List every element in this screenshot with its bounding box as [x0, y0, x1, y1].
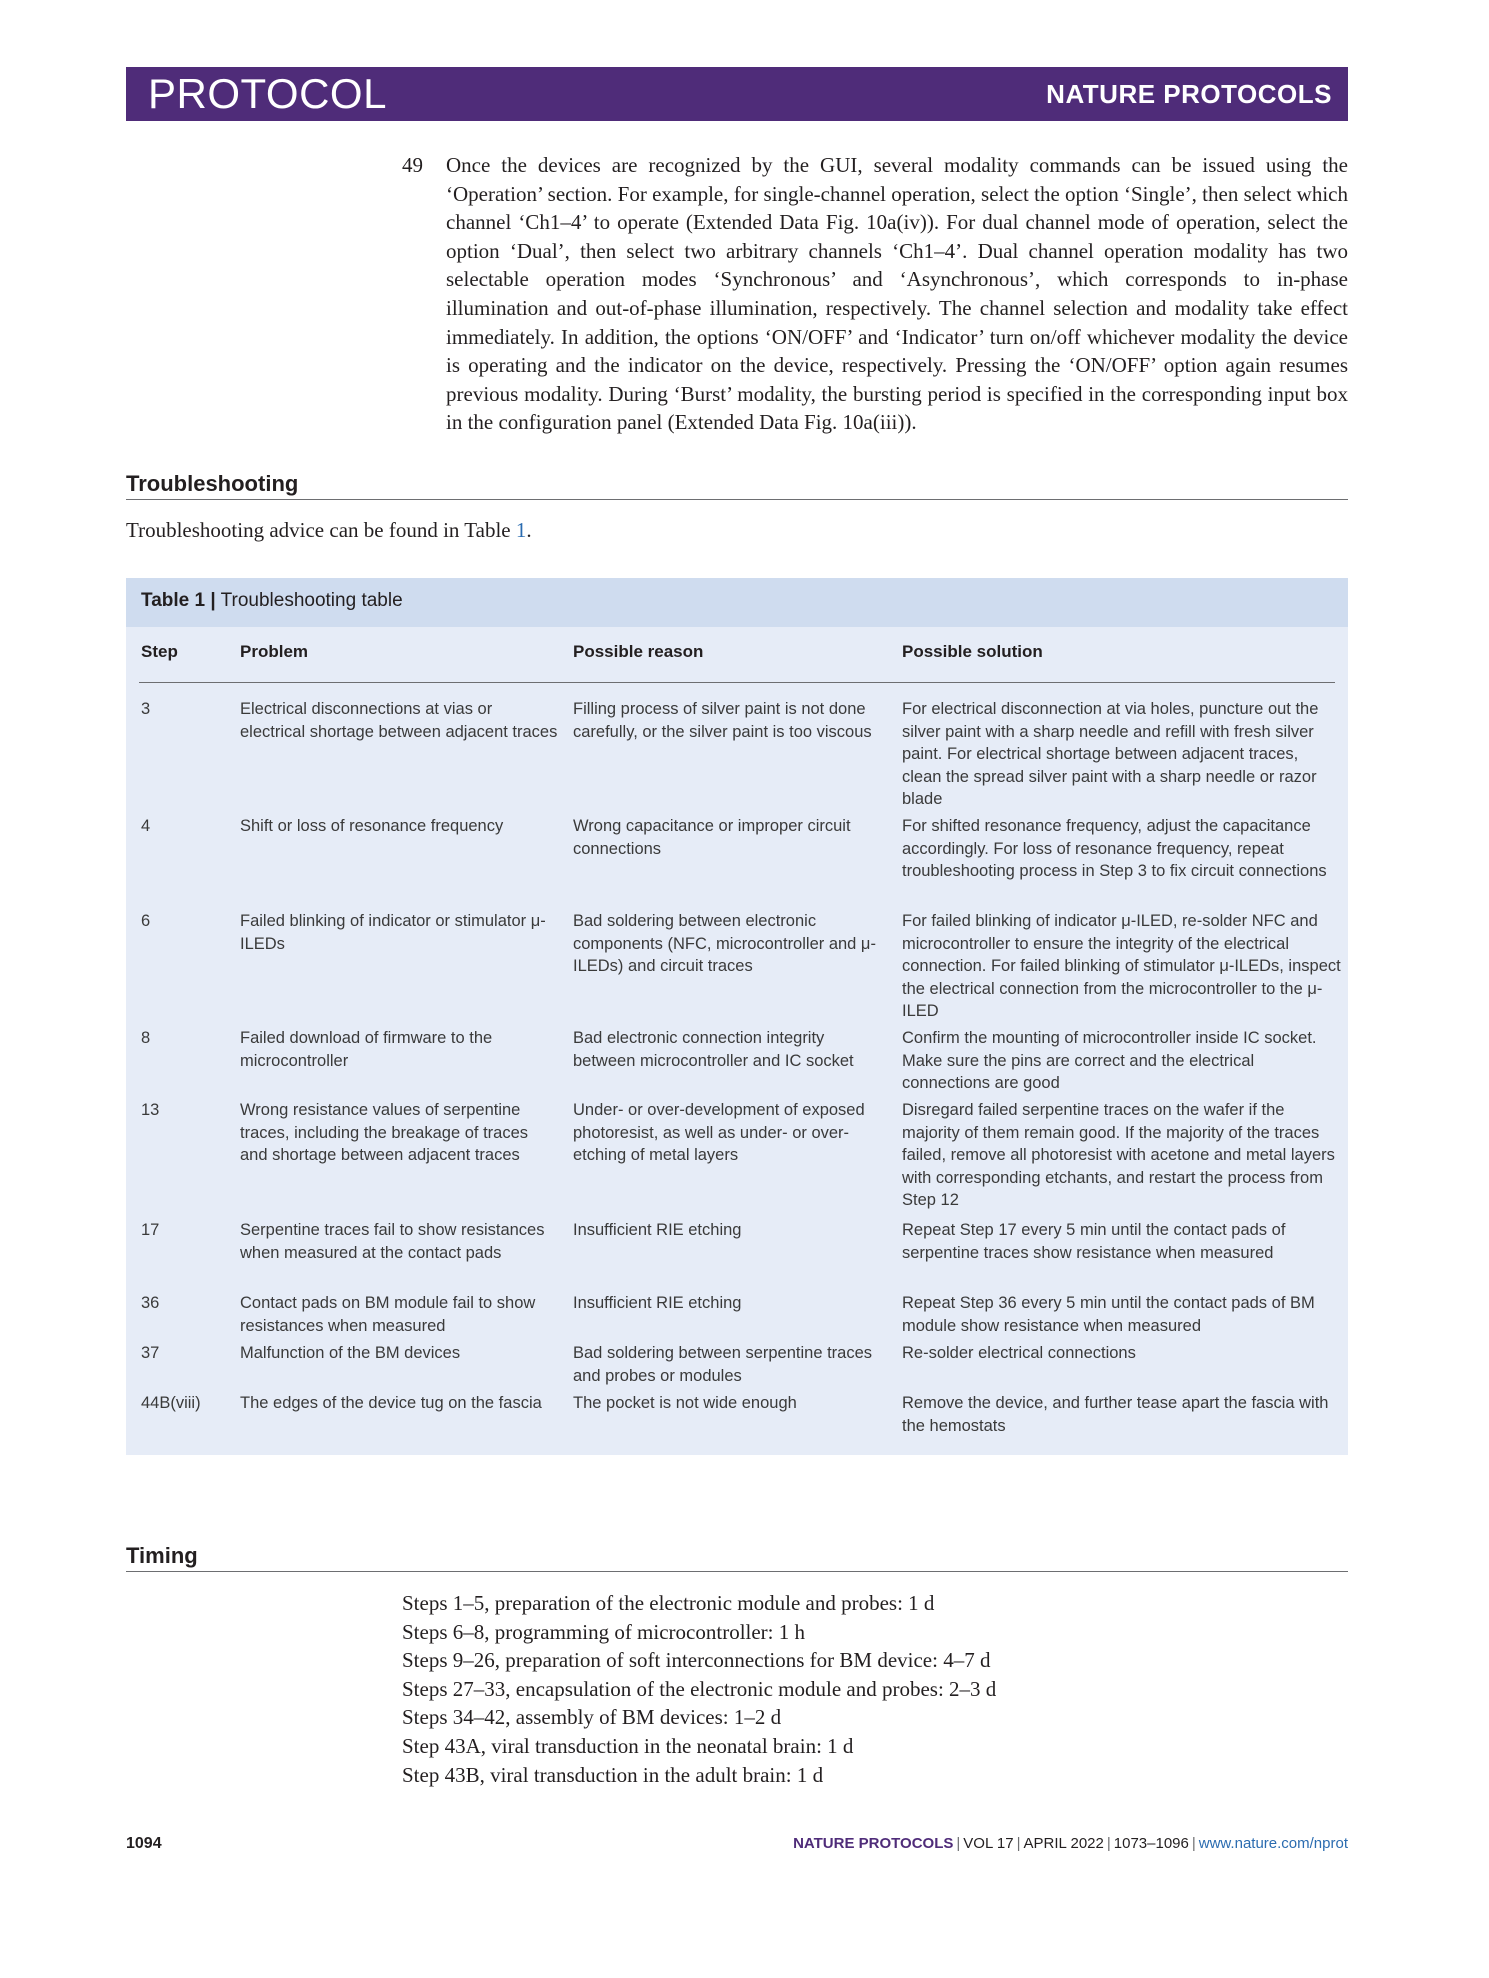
cell-step: 17 — [141, 1221, 160, 1239]
cell-reason: Filling process of silver paint is not done carefully, or the silver paint is too viscous — [573, 700, 872, 741]
column-header-reason: Possible reason — [573, 642, 704, 661]
cell-problem: Failed blinking of indicator or stimulator μ-ILEDs — [240, 912, 546, 953]
cell-problem: Wrong resistance values of serpentine traces, including the breakage of traces and shortage between adjacent traces — [240, 1101, 529, 1164]
cell-problem: Electrical disconnections at vias or electrical shortage between adjacent traces — [240, 700, 558, 741]
step-text: Once the devices are recognized by the GUI, several modality commands can be issued using the ‘Operation’ section. For example, for single-channel operation, select the option ‘Single’, then select which channel ‘Ch1–4’ to operate (Extended Data Fig. 10a(iv)). For dual channel mode of operation, select the option ‘Dual’, then select two arbitrary channels ‘Ch1–4’. Dual channel operation modality has two selectable operation modes ‘Synchronous’ and ‘Asynchronous’, which corresponds to in-phase illumination and out-of-phase illumination, respectively. The channel selection and modality take effect immediately. In addition, the options ‘ON/OFF’ and ‘Indicator’ turn on/off whichever modality the device is operating and the indicator on the device, respectively. Pressing the ‘ON/OFF’ option again resumes previous modality. During ‘Burst’ modality, the bursting period is specified in the corresponding input box in the configuration panel (Extended Data Fig. 10a(iii)). — [446, 153, 1348, 435]
troubleshooting-heading: Troubleshooting — [126, 471, 1348, 500]
cell-solution: For electrical disconnection at via holes, puncture out the silver paint with a sharp needle and refill with fresh silver paint. For electrical shortage between adjacent traces, clean the spread silver paint with a sharp needle or razor blade — [902, 700, 1319, 808]
cell-problem: The edges of the device tug on the fascia — [240, 1394, 542, 1412]
timing-heading: Timing — [126, 1543, 1348, 1572]
cell-step: 37 — [141, 1344, 160, 1362]
timing-line: Step 43A, viral transduction in the neonatal brain: 1 d — [402, 1733, 854, 1758]
cell-step: 6 — [141, 912, 151, 930]
table-title-bar — [126, 578, 1348, 627]
table-label: Table 1 — [141, 590, 206, 611]
column-header-problem: Problem — [240, 642, 309, 661]
intro-period: . — [526, 518, 532, 542]
cell-reason: Insufficient RIE etching — [573, 1294, 742, 1312]
cell-reason: Insufficient RIE etching — [573, 1221, 742, 1239]
footer-separator: | — [1016, 1835, 1021, 1852]
timing-line: Steps 34–42, assembly of BM devices: 1–2 d — [402, 1705, 782, 1730]
timing-line: Steps 9–26, preparation of soft interconnections for BM device: 4–7 d — [402, 1648, 991, 1673]
cell-solution: Remove the device, and further tease apart the fascia with the hemostats — [902, 1394, 1329, 1435]
timing-list — [402, 1589, 996, 1789]
cell-problem: Serpentine traces fail to show resistances when measured at the contact pads — [240, 1221, 545, 1262]
timing-line: Step 43B, viral transduction in the adult brain: 1 d — [402, 1762, 824, 1787]
cell-solution: For shifted resonance frequency, adjust the capacitance accordingly. For loss of resonance frequency, repeat troubleshooting process in Step 3 to fix circuit connections — [902, 817, 1327, 880]
footer-pages: 1073–1096 — [1113, 1835, 1189, 1852]
step-number: 49 — [402, 153, 423, 177]
cell-step: 4 — [141, 817, 151, 835]
intro-text: Troubleshooting advice can be found in Table — [126, 518, 516, 542]
cell-solution: Confirm the mounting of microcontroller inside IC socket. Make sure the pins are correct and the electrical connections are good — [902, 1029, 1317, 1092]
footer-journal: NATURE PROTOCOLS — [793, 1835, 954, 1852]
cell-solution: Repeat Step 36 every 5 min until the contact pads of BM module show resistance when measured — [902, 1294, 1315, 1335]
cell-solution: Re-solder electrical connections — [902, 1344, 1136, 1362]
timing-line: Steps 27–33, encapsulation of the electronic module and probes: 2–3 d — [402, 1676, 997, 1701]
cell-solution: Disregard failed serpentine traces on the wafer if the majority of them remain good. If the majority of the traces failed, remove all photoresist with acetone and metal layers with corresponding etchants, and restart the process from Step 12 — [902, 1101, 1335, 1209]
cell-reason: Bad electronic connection integrity between microcontroller and IC socket — [573, 1029, 854, 1070]
header-rule — [139, 682, 1335, 683]
timing-line: Steps 6–8, programming of microcontroller: 1 h — [402, 1619, 806, 1644]
troubleshooting-table — [126, 578, 1348, 1455]
cell-problem: Malfunction of the BM devices — [240, 1344, 461, 1362]
header-journal-name: NATURE PROTOCOLS — [1046, 79, 1332, 109]
cell-problem: Failed download of firmware to the microcontroller — [240, 1029, 493, 1070]
cell-reason: Bad soldering between serpentine traces and probes or modules — [573, 1344, 873, 1385]
table-title: Troubleshooting table — [220, 590, 403, 611]
cell-step: 3 — [141, 700, 151, 718]
cell-solution: For failed blinking of indicator μ-ILED, re-solder NFC and microcontroller to ensure the integrity of the electrical connection. For failed blinking of stimulator μ-ILEDs, inspect the electrical connection from the microcontroller to the μ-ILED — [902, 912, 1341, 1020]
cell-step: 13 — [141, 1101, 160, 1119]
footer-separator: | — [1106, 1835, 1111, 1852]
column-header-solution: Possible solution — [902, 642, 1043, 661]
footer-url-link[interactable]: www.nature.com/nprot — [1198, 1835, 1348, 1852]
cell-problem: Shift or loss of resonance frequency — [240, 817, 504, 835]
step-49 — [402, 151, 1348, 437]
troubleshooting-intro — [126, 518, 532, 543]
footer-separator: | — [956, 1835, 961, 1852]
cell-reason: The pocket is not wide enough — [573, 1394, 797, 1412]
cell-solution: Repeat Step 17 every 5 min until the contact pads of serpentine traces show resistance when measured — [902, 1221, 1286, 1262]
column-header-step: Step — [141, 642, 178, 661]
footer-separator: | — [1191, 1835, 1196, 1852]
table-label-separator: | — [210, 590, 216, 611]
header-section-label: PROTOCOL — [148, 70, 387, 117]
footer-citation — [793, 1835, 1348, 1852]
page-number: 1094 — [126, 1835, 162, 1852]
cell-reason: Under- or over-development of exposed photoresist, as well as under- or over-etching of metal layers — [573, 1101, 865, 1164]
table-1-link[interactable]: 1 — [515, 518, 527, 542]
cell-step: 36 — [141, 1294, 160, 1312]
cell-step: 44B(viii) — [141, 1394, 201, 1412]
cell-reason: Bad soldering between electronic components (NFC, microcontroller and μ-ILEDs) and circuit traces — [573, 912, 876, 975]
footer-volume: VOL 17 — [963, 1835, 1014, 1852]
footer-date: APRIL 2022 — [1023, 1835, 1104, 1852]
cell-step: 8 — [141, 1029, 151, 1047]
table-caption — [141, 590, 403, 612]
timing-line: Steps 1–5, preparation of the electronic module and probes: 1 d — [402, 1591, 935, 1615]
header-bar — [126, 67, 1348, 121]
cell-reason: Wrong capacitance or improper circuit connections — [573, 817, 851, 858]
cell-problem: Contact pads on BM module fail to show resistances when measured — [240, 1294, 536, 1335]
